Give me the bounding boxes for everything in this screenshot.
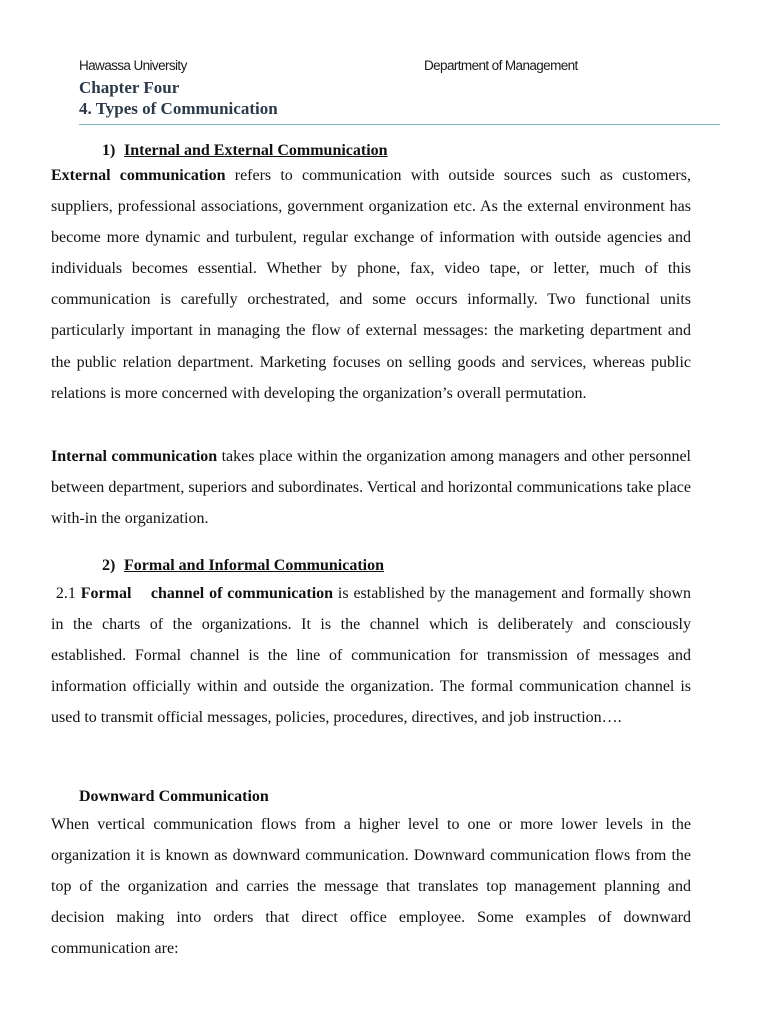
section1-number: 1) <box>102 142 116 159</box>
header-rule <box>79 124 720 125</box>
internal-term: Internal communication <box>51 448 218 465</box>
section1-heading <box>102 142 388 160</box>
formal-term: Formal channel of communication <box>80 585 334 602</box>
downward-heading: Downward Communication <box>79 788 269 805</box>
section2-number: 2) <box>102 557 116 574</box>
external-term: External communication <box>51 167 226 184</box>
internal-text: takes place within the organization among managers and other personnel between department, superiors and subordinates. Vertical and horizontal communications take place with-in the organization. <box>51 448 691 528</box>
downward-text: When vertical communication flows from a higher level to one or more lower levels in the organization it is known as downward communication. Downward communication flows from the top of the organization and carries the message that translates top management planning and decision making into orders that direct office employee. Some examples of downward communication are: <box>51 816 691 958</box>
section2-heading <box>102 557 384 575</box>
section2-title: Formal and Informal Communication <box>124 557 384 574</box>
department-name: Department of Management <box>424 58 578 73</box>
chapter-title: Chapter Four <box>79 78 180 97</box>
internal-paragraph <box>51 441 691 534</box>
formal-text: is established by the management and formally shown in the charts of the organizations. It is the channel which is deliberately and consciously established. Formal channel is the line of communication for transmission of messages and information officially within and outside the organization. The formal communication channel is used to transmit official messages, policies, procedures, directives, and job instruction…. <box>51 585 691 727</box>
downward-paragraph <box>51 809 691 964</box>
section-title: 4. Types of Communication <box>79 99 278 118</box>
external-text: refers to communication with outside sources such as customers, suppliers, professional associations, government organization etc. As the external environment has become more dynamic and turbulent, regular exchange of information with outside agencies and individuals becomes essential. Whether by phone, fax, video tape, or letter, much of this communication is carefully orchestrated, and some occurs informally. Two functional units particularly important in managing the flow of external messages: the marketing department and the public relation department. Marketing focuses on selling goods and services, whereas public relations is more concerned with developing the organization’s overall permutation. <box>51 167 691 402</box>
section1-title: Internal and External Communication <box>124 142 388 159</box>
formal-paragraph <box>51 578 691 733</box>
formal-prefix: 2.1 <box>51 585 81 602</box>
university-name: Hawassa University <box>79 58 187 73</box>
external-paragraph <box>51 160 691 409</box>
